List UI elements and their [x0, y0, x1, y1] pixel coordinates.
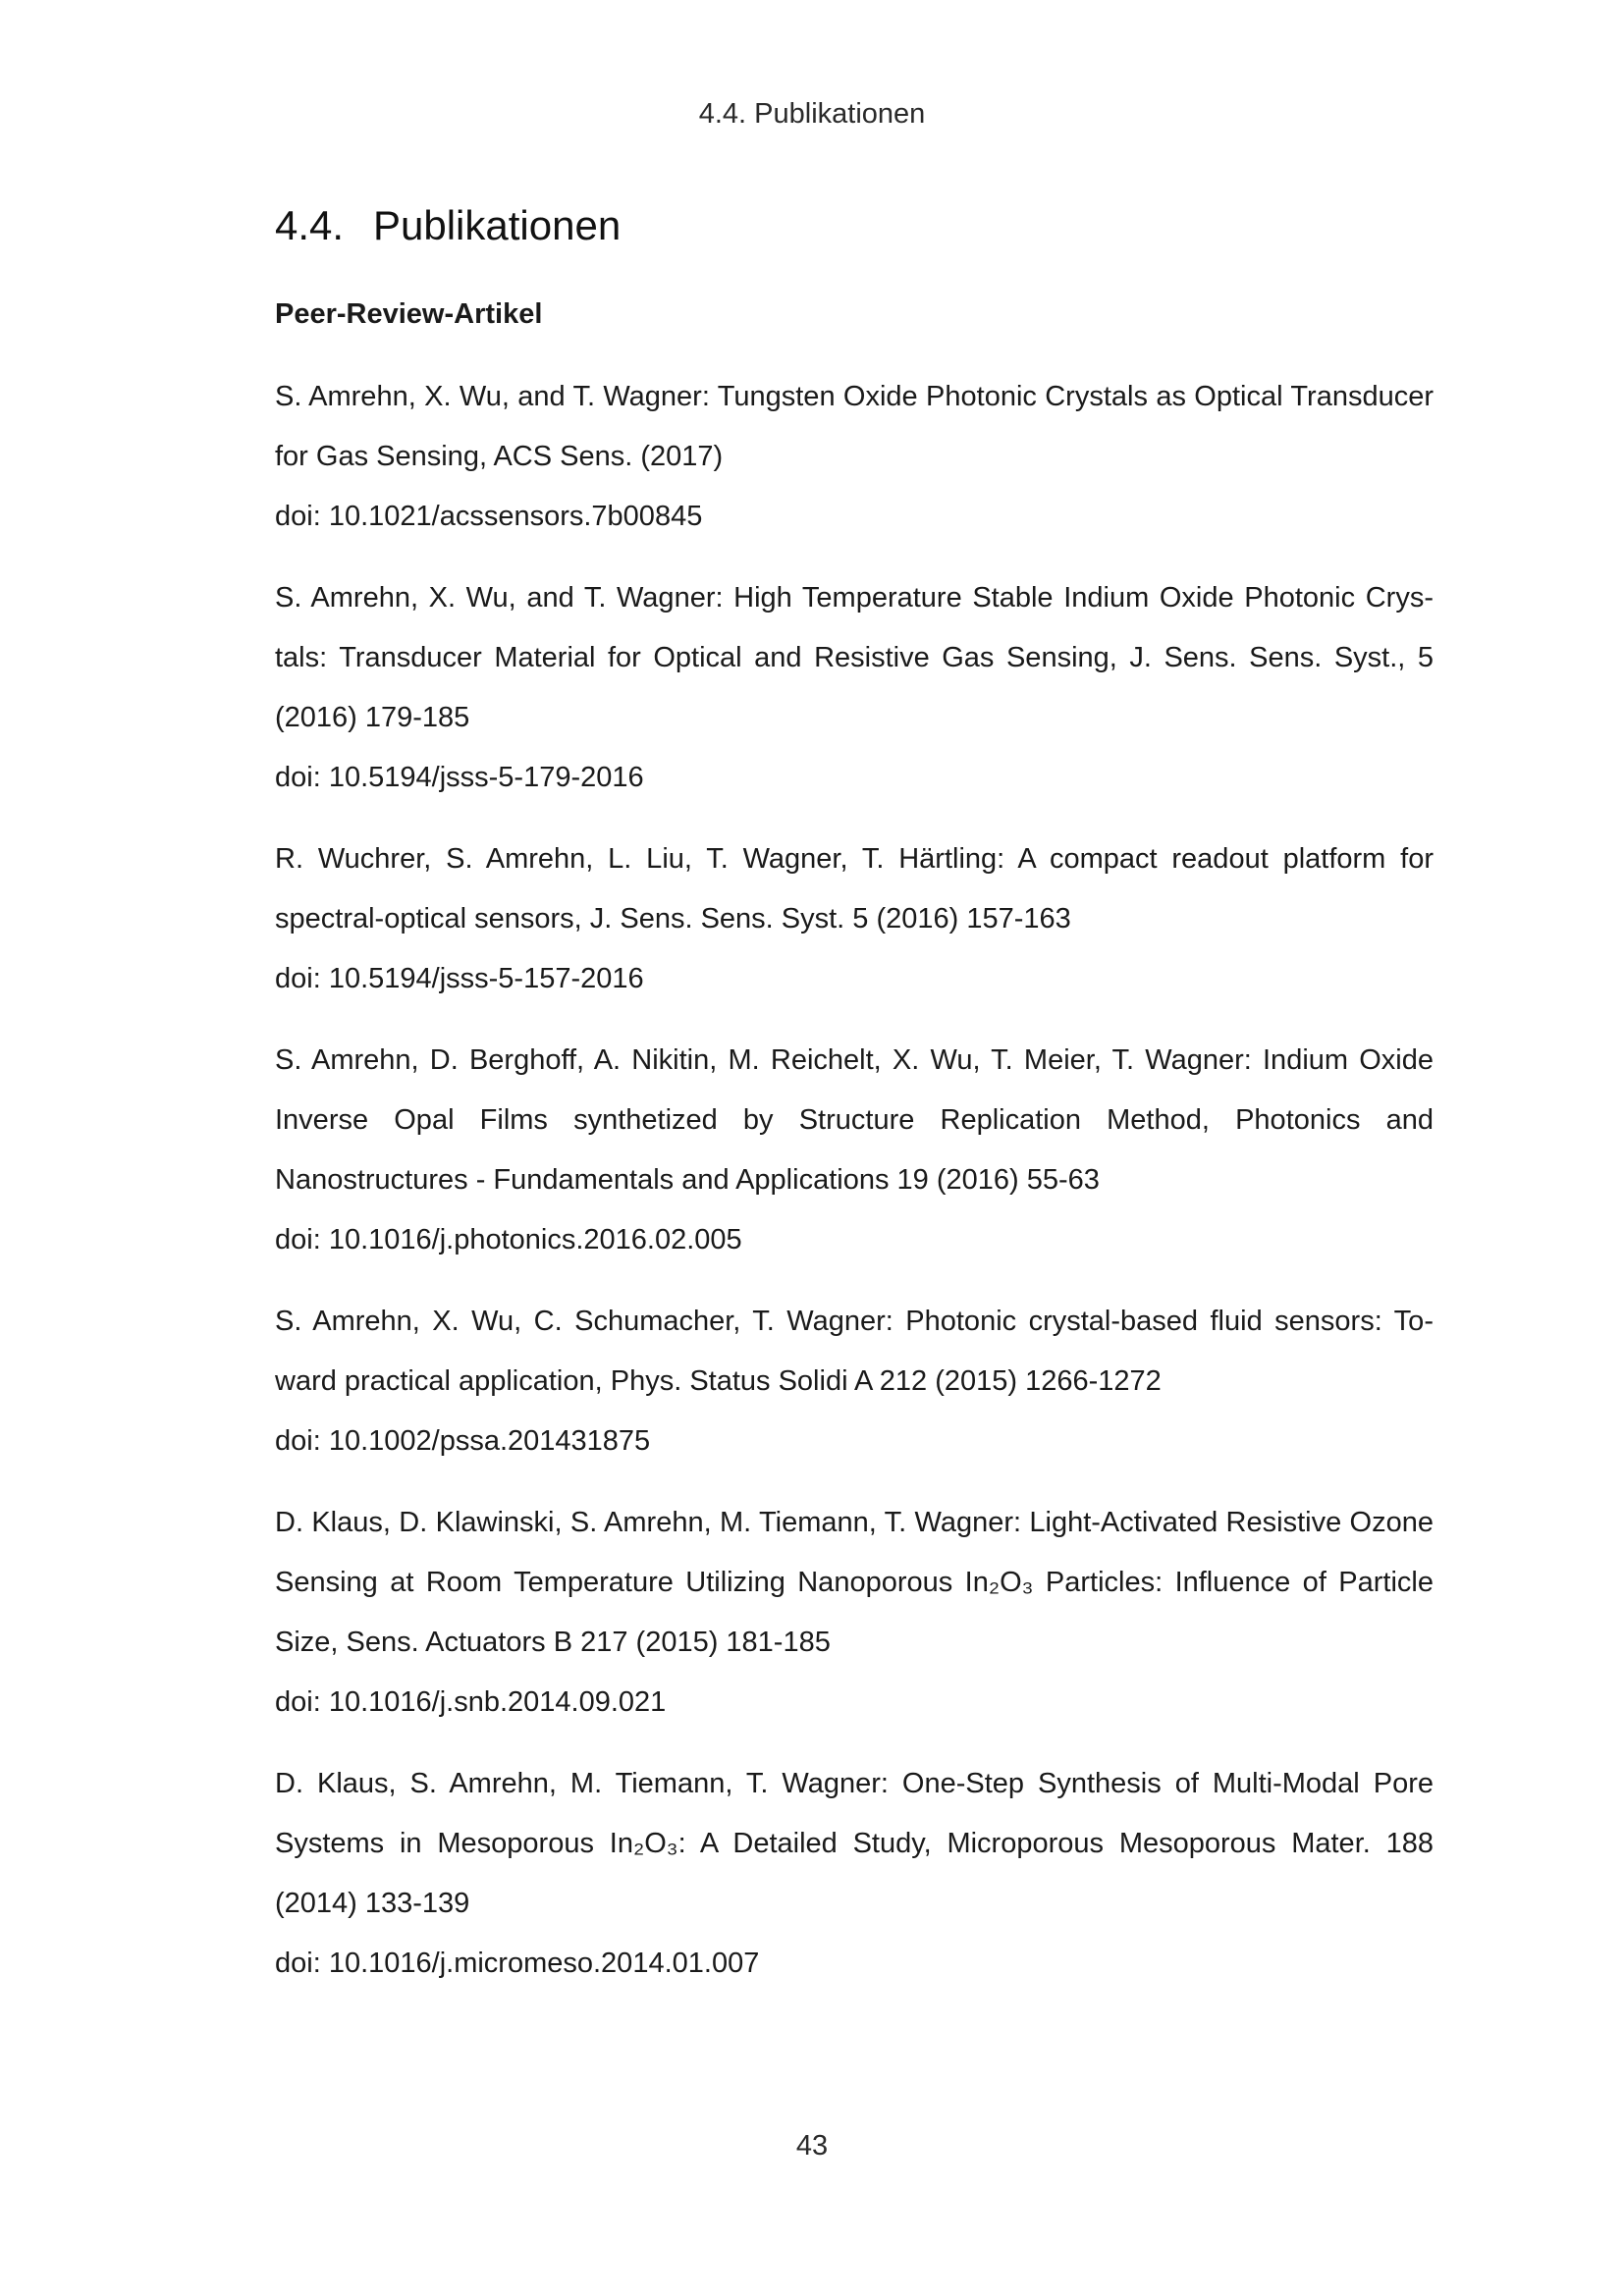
publication-citation: S. Amrehn, X. Wu, and T. Wagner: Tungsten Oxide Photonic Crystals as Optical Transducer for Gas Sensing, ACS Sens. (2017) — [275, 381, 1434, 472]
publication-doi: doi: 10.1016/j.snb.2014.09.021 — [275, 1686, 667, 1718]
publication-list — [275, 367, 1434, 1994]
publication-entry — [275, 1292, 1434, 1471]
section-title — [275, 196, 1434, 255]
subheading: Peer-Review-Artikel — [275, 298, 543, 330]
running-header: 4.4. Publikationen — [698, 98, 926, 130]
page-number: 43 — [795, 2130, 829, 2162]
publication-entry — [275, 367, 1434, 547]
publication-doi: doi: 10.5194/jsss-5-157-2016 — [275, 963, 644, 994]
publication-citation: D. Klaus, S. Amrehn, M. Tiemann, T. Wagner: One-Step Synthesis of Multi-Modal Pore Systems in Mesoporous In₂O₃: A Detailed Study, Microporous Mesoporous Mater. 188 (2014) 133-139 — [275, 1768, 1434, 1919]
publication-entry — [275, 829, 1434, 1009]
publication-entry — [275, 1754, 1434, 1994]
publication-doi: doi: 10.1002/pssa.201431875 — [275, 1425, 651, 1457]
publication-citation: S. Amrehn, X. Wu, C. Schumacher, T. Wagner: Photonic crystal-based fluid sensors: Toward practical application, Phys. Status Solidi A 212 (2015) 1266-1272 — [275, 1306, 1434, 1397]
section-number: 4.4. — [275, 202, 345, 248]
publication-doi: doi: 10.1016/j.photonics.2016.02.005 — [275, 1224, 742, 1255]
publication-citation: R. Wuchrer, S. Amrehn, L. Liu, T. Wagner, T. Härtling: A compact readout platform for spectral-optical sensors, J. Sens. Sens. Syst. 5 (2016) 157-163 — [275, 843, 1434, 934]
publication-doi: doi: 10.1016/j.micromeso.2014.01.007 — [275, 1948, 760, 1979]
publication-entry — [275, 568, 1434, 808]
publication-doi: doi: 10.1021/acssensors.7b00845 — [275, 501, 703, 532]
section-title-text: Publikationen — [373, 202, 622, 248]
publication-doi: doi: 10.5194/jsss-5-179-2016 — [275, 762, 644, 793]
publication-citation: D. Klaus, D. Klawinski, S. Amrehn, M. Tiemann, T. Wagner: Light-Activated Resistive Ozone Sensing at Room Temperature Utilizing Nanoporous In₂O₃ Particles: Influence of Particle Size, Sens. Actuators B 217 (2015) 181-185 — [275, 1507, 1434, 1658]
page-content — [275, 196, 1434, 2015]
publication-entry — [275, 1493, 1434, 1733]
publication-citation: S. Amrehn, X. Wu, and T. Wagner: High Temperature Stable Indium Oxide Photonic Crystals: Transducer Material for Optical and Resistive Gas Sensing, J. Sens. Sens. Syst., 5 (2016) 179-185 — [275, 582, 1434, 733]
publication-entry — [275, 1031, 1434, 1270]
publication-citation: S. Amrehn, D. Berghoff, A. Nikitin, M. Reichelt, X. Wu, T. Meier, T. Wagner: Indium Oxide Inverse Opal Films synthetized by Structure Replication Method, Photonics and Nanostructures - Fundamentals and Applications 19 (2016) 55-63 — [275, 1044, 1434, 1196]
